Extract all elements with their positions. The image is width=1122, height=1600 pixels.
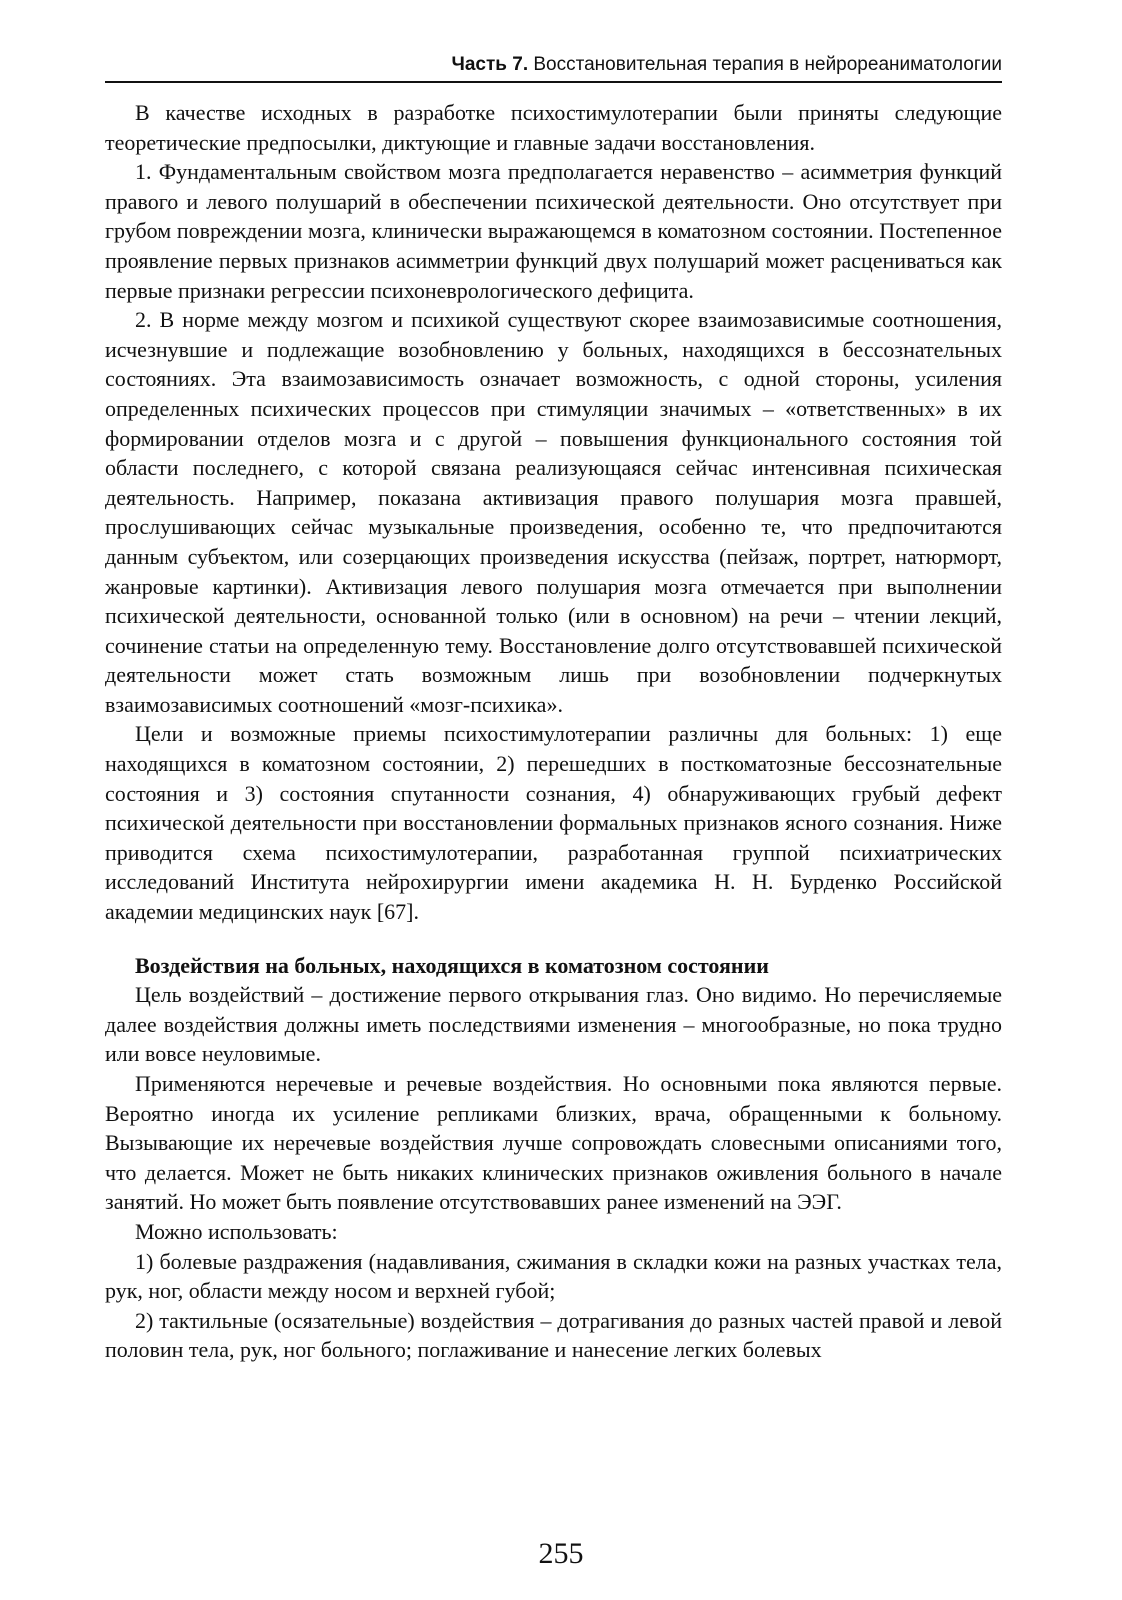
running-header bbox=[105, 52, 1002, 78]
paragraph: Применяются неречевые и речевые воздействия. Но основными пока являются первые. Вероятно иногда их усиление репликами близких, врача, обращенными к больному. Вызывающие их неречевые воздействия лучше сопровождать словесными описаниями того, что делается. Может не быть никаких клинических признаков оживления больного в начале занятий. Но может быть появление отсутствовавших ранее изменений на ЭЭГ. bbox=[105, 1071, 1002, 1215]
chapter-label: Часть 7. bbox=[451, 54, 529, 75]
page-number: 255 bbox=[538, 1537, 584, 1570]
chapter-title: Восстановительная терапия в нейрореаниматологии bbox=[533, 54, 1002, 75]
paragraph: 2. В норме между мозгом и психикой существуют скорее взаимозависимые соотношения, исчезнувшие и подлежащие возобновлению у больных, находящихся в бессознательных состояниях. Эта взаимозависимость означает возможность, с одной стороны, усиления определенных психических процессов при стимуляции значимых – «ответственных» в их формировании отделов мозга и с другой – повышения функционального состояния той области последнего, с которой связана реализующаяся сейчас интенсивная психическая деятельность. Например, показана активизация правого полушария мозга правшей, прослушивающих сейчас музыкальные произведения, особенно те, что предпочитаются данным субъектом, или созерцающих произведения искусства (пейзаж, портрет, натюрморт, жанровые картинки). Активизация левого полушария мозга отмечается при выполнении психической деятельности, основанной только (или в основном) на речи – чтении лекций, сочинение статьи на определенную тему. Восстановление долго отсутствовавшей психической деятельности может стать возможным лишь при возобновлении подчеркнутых взаимозависимых соотношений «мозг-психика». bbox=[105, 307, 1002, 717]
paragraph: Можно использовать: bbox=[135, 1218, 338, 1244]
list-item: 1) болевые раздражения (надавливания, сжимания в складки кожи на разных участках тела, рук, ног, области между носом и верхней губой; bbox=[105, 1248, 1002, 1304]
paragraph: 1. Фундаментальным свойством мозга предполагается неравенство – асимметрия функций правого и левого полушарий в обеспечении психической деятельности. Оно отсутствует при грубом повреждении мозга, клинически выражающемся в коматозном состоянии. Постепенное проявление первых признаков асимметрии функций двух полушарий может расцениваться как первые признаки регрессии психоневрологического дефицита. bbox=[105, 159, 1002, 303]
page-body bbox=[105, 98, 1002, 1365]
paragraph: Цель воздействий – достижение первого открывания глаз. Оно видимо. Но перечисляемые далее воздействия должны иметь последствиями изменения – многообразные, но пока трудно или вовсе неуловимые. bbox=[105, 982, 1002, 1067]
list-item: 2) тактильные (осязательные) воздействия – дотрагивания до разных частей правой и левой половин тела, рук, ног больного; поглаживание и нанесение легких болевых bbox=[105, 1307, 1002, 1363]
header-rule bbox=[105, 81, 1002, 83]
paragraph: В качестве исходных в разработке психостимулотерапии были приняты следующие теоретические предпосылки, диктующие и главные задачи восстановления. bbox=[105, 100, 1002, 155]
paragraph: Цели и возможные приемы психостимулотерапии различны для больных: 1) еще находящихся в коматозном состоянии, 2) перешедших в посткоматозные бессознательные состояния и 3) состояния спутанности сознания, 4) обнаруживающих грубый дефект психической деятельности при восстановлении формальных признаков ясного сознания. Ниже приводится схема психостимулотерапии, разработанная группой психиатрических исследований Института нейрохирургии имени академика Н. Н. Бурденко Российской академии медицинских наук [67]. bbox=[105, 721, 1002, 925]
section-heading: Воздействия на больных, находящихся в коматозном состоянии bbox=[135, 952, 769, 978]
